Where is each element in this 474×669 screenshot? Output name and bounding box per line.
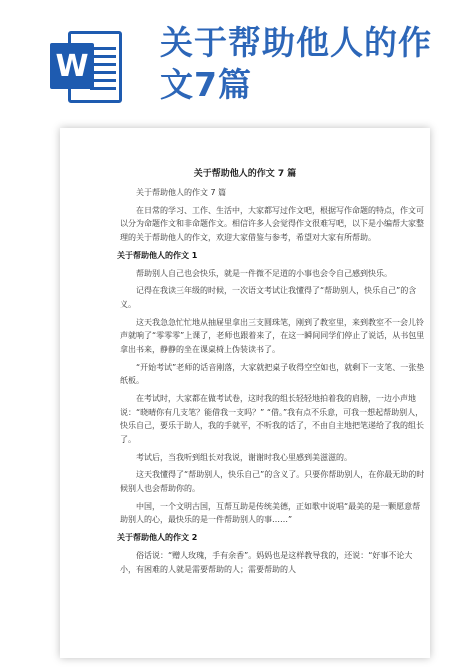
paragraph: “开始考试”老师的话音刚落，大家就把桌子收得空空如也，就剩下一支笔、一张垫纸板。 — [120, 362, 425, 386]
paragraph: 俗话说：“赠人玫瑰，手有余香”。妈妈也是这样教导我的，还说：“好事不论大小，有困难的人就是需要帮助的人；需要帮助的人 — [120, 550, 413, 574]
paragraph: 在考试时，大家都在做考试卷，这时我的组长轻轻地拍着我的肩膀，一边小声地说：“晓晴你有几支笔？能借我一支吗？” “借。”我有点不乐意，可我一想起帮助别人，快乐自己，要乐于助人，我的手就平，不听我的话了，不由自主地把笔递给了我的组长了。 — [120, 394, 424, 444]
word-badge: W — [50, 43, 94, 89]
document-title: 关于帮助他人的作文 7 篇 — [193, 169, 297, 179]
paragraph: 这天我急急忙忙地从抽屉里拿出三支圆珠笔，刚到了教室里，来到教室不一会儿铃声就响了“零零零”上课了，老师也跟着来了，在这一瞬间同学们停止了说话，从书包里拿出书来，静静的坐在课桌椅上伪装读书了。 — [120, 317, 425, 354]
paragraph: 帮助别人自己也会快乐，就是一件微不足道的小事也会令自己感到快乐。 — [136, 268, 392, 278]
banner-title: 关于帮助他人的作文7篇 — [160, 23, 432, 104]
paragraph: 记得在我读三年级的时候，一次语文考试让我懂得了“帮助别人，快乐自己”的含义。 — [120, 286, 417, 309]
paragraph: 这天我懂得了“帮助别人，快乐自己”的含义了。只要你帮助别人，在你最无助的时候别人也会帮助你的。 — [120, 470, 425, 493]
paragraph: 考试后，当我听到组长对我说，谢谢时我心里感到美滋滋的。 — [136, 452, 352, 462]
section-heading: 关于帮助他人的作文 2 — [117, 533, 198, 543]
word-document-icon — [50, 27, 122, 107]
paragraph: 关于帮助他人的作文 7 篇 — [136, 188, 227, 197]
paragraph: 在日常的学习、工作、生活中，大家都写过作文吧，根据写作命题的特点，作文可以分为命题作文和非命题作文。相信许多人会觉得作文很难写吧，以下是小编帮大家整理的关于帮助他人的作文，欢迎大家借鉴与参考，希望对大家有所帮助。 — [120, 205, 424, 242]
section-heading: 关于帮助他人的作文 1 — [117, 250, 198, 260]
document-body — [117, 186, 426, 580]
paragraph: 中国，一个文明古国，互帮互助是传统美德，正如歌中说唱“最美的是一颗愿意帮助别人的心，最快乐的是一件帮助别人的事……” — [120, 501, 421, 525]
